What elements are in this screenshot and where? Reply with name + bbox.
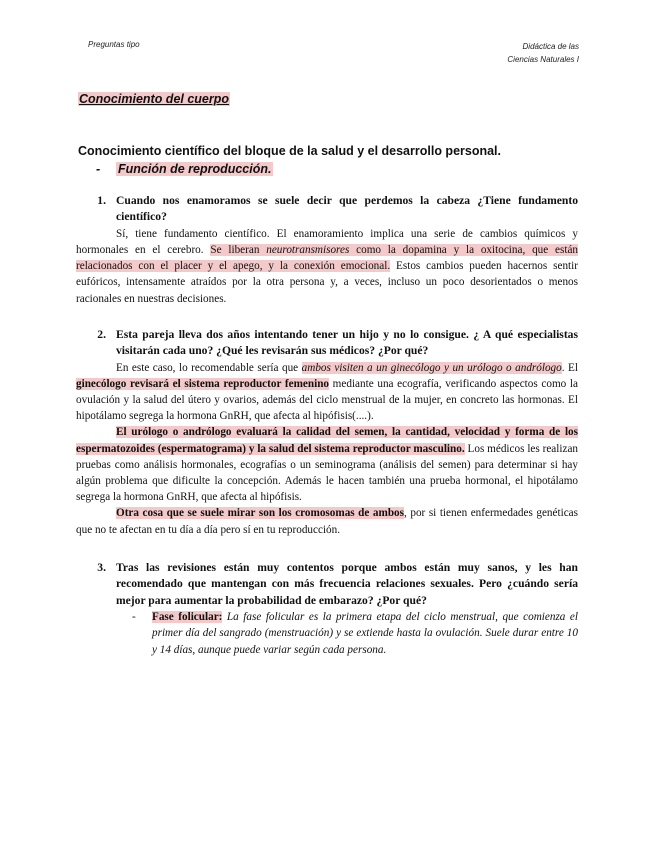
question-3-number: 3.	[97, 560, 106, 574]
header-right-line2: Ciencias Naturales I	[507, 55, 579, 64]
answer-2-p1-e: mediante una ecografía, verificando aspectos como la ovulación y la salud del útero y ovarios, además del ciclo menstrual de la mujer, en concreto las hormonas. El hipotálamo segrega la hormona GnRH, que afecta al hipófisis(....).	[76, 377, 578, 423]
bullet-dash: -	[132, 611, 136, 624]
bullet-fase-folicular	[132, 609, 578, 658]
bullet-label: Fase folicular:	[152, 611, 223, 624]
question-1-text: Cuando nos enamoramos se suele decir que perdemos la cabeza ¿Tiene fundamento científico?	[116, 194, 578, 224]
subsection-dash: -	[96, 162, 101, 176]
header-right-line1: Didáctica de las	[522, 42, 579, 51]
subsection-heading	[96, 162, 273, 176]
header-left: Preguntas tipo	[88, 40, 140, 49]
answer-1-part-b: Estos cambios pueden hacernos sentir eufóricos, intensamente atraídos por la otra persona y, a veces, incluso un poco desorientados o menos racionales en nuestras decisiones.	[76, 260, 578, 305]
answer-2-paragraph-3	[76, 505, 578, 537]
answer-2-p1-bold-highlight: ginecólogo revisará el sistema reproductor femenino	[76, 377, 330, 390]
answer-2-p2-b: Los médicos les realizan pruebas como análisis hormonales, ecografías o un seminograma (análisis del semen) para determinar si hay algún problema que dificulte la concepción. Además le hacen también una prueba hormonal, el hipotálamo segrega la hormona GnRH, que afecta al hipófisis.	[76, 442, 579, 504]
bloque-title: Conocimiento científico del bloque de la salud y el desarrollo personal.	[78, 144, 502, 158]
bullet-body: La fase folicular es la primera etapa del ciclo menstrual, que comienza el primer día del sangrado (menstruación) y se extiende hasta la ovulación. Suele durar entre 10 y 14 días, aunque puede variar según cada persona.	[152, 611, 578, 656]
subsection-text: Función de reproducción.	[118, 162, 272, 176]
question-2-number: 2.	[97, 327, 106, 341]
section-title: Conocimiento del cuerpo	[79, 92, 230, 106]
answer-2-paragraph-2	[76, 424, 578, 505]
answer-2-p1-highlight: ambos visiten a un ginecólogo y un urólogo o andrólogo	[301, 361, 562, 374]
question-2-text: Esta pareja lleva dos años intentando tener un hijo y no lo consigue. ¿ A qué especialistas visitarán cada uno? ¿Qué les revisarán sus médicos? ¿Por qué?	[116, 327, 578, 358]
answer-1-part-a: Sí, tiene fundamento científico. El enamoramiento implica una serie de cambios químicos y hormonales en el cerebro.	[76, 227, 578, 257]
header-right	[507, 40, 579, 66]
document-body	[76, 193, 578, 658]
answer-2-p3-b: , por si tienen enfermedades genéticas que no te afectan en tu día a día pero sí en tu reproducción.	[76, 507, 578, 536]
answer-2-p3-bold-highlight: Otra cosa que se suele mirar son los cromosomas de ambos	[116, 507, 405, 520]
answer-2-p2-bold-highlight: El urólogo o andrólogo evaluará la calidad del semen, la cantidad, velocidad y forma de los espermatozoides (espermatograma) y la salud del sistema reproductor masculino.	[76, 426, 578, 455]
question-1	[76, 193, 578, 226]
answer-2-p1-c: . El	[561, 361, 578, 374]
question-3	[76, 560, 578, 609]
answer-2-p1-a: En este caso, lo recomendable sería que	[116, 361, 302, 374]
answer-1-highlight-italic: neurotransmisores	[266, 244, 350, 257]
question-1-number: 1.	[97, 194, 106, 207]
question-3-text: Tras las revisiones están muy contentos porque ambos están muy sanos, y les han recomendado que mantengan con más frecuencia relaciones sexuales. Pero ¿cuándo sería mejor para aumentar la probabilidad de embarazo? ¿Por qué?	[116, 560, 578, 607]
answer-1-highlight-a: Se liberan	[210, 244, 267, 257]
answer-2-paragraph-1	[76, 360, 578, 425]
bullet-text	[152, 609, 578, 658]
question-2	[76, 327, 578, 360]
answer-1	[76, 226, 578, 307]
answer-1-highlight-b: como la dopamina y la oxitocina, que están relacionados con el placer y el apego, y la conexión emocional.	[76, 244, 579, 273]
